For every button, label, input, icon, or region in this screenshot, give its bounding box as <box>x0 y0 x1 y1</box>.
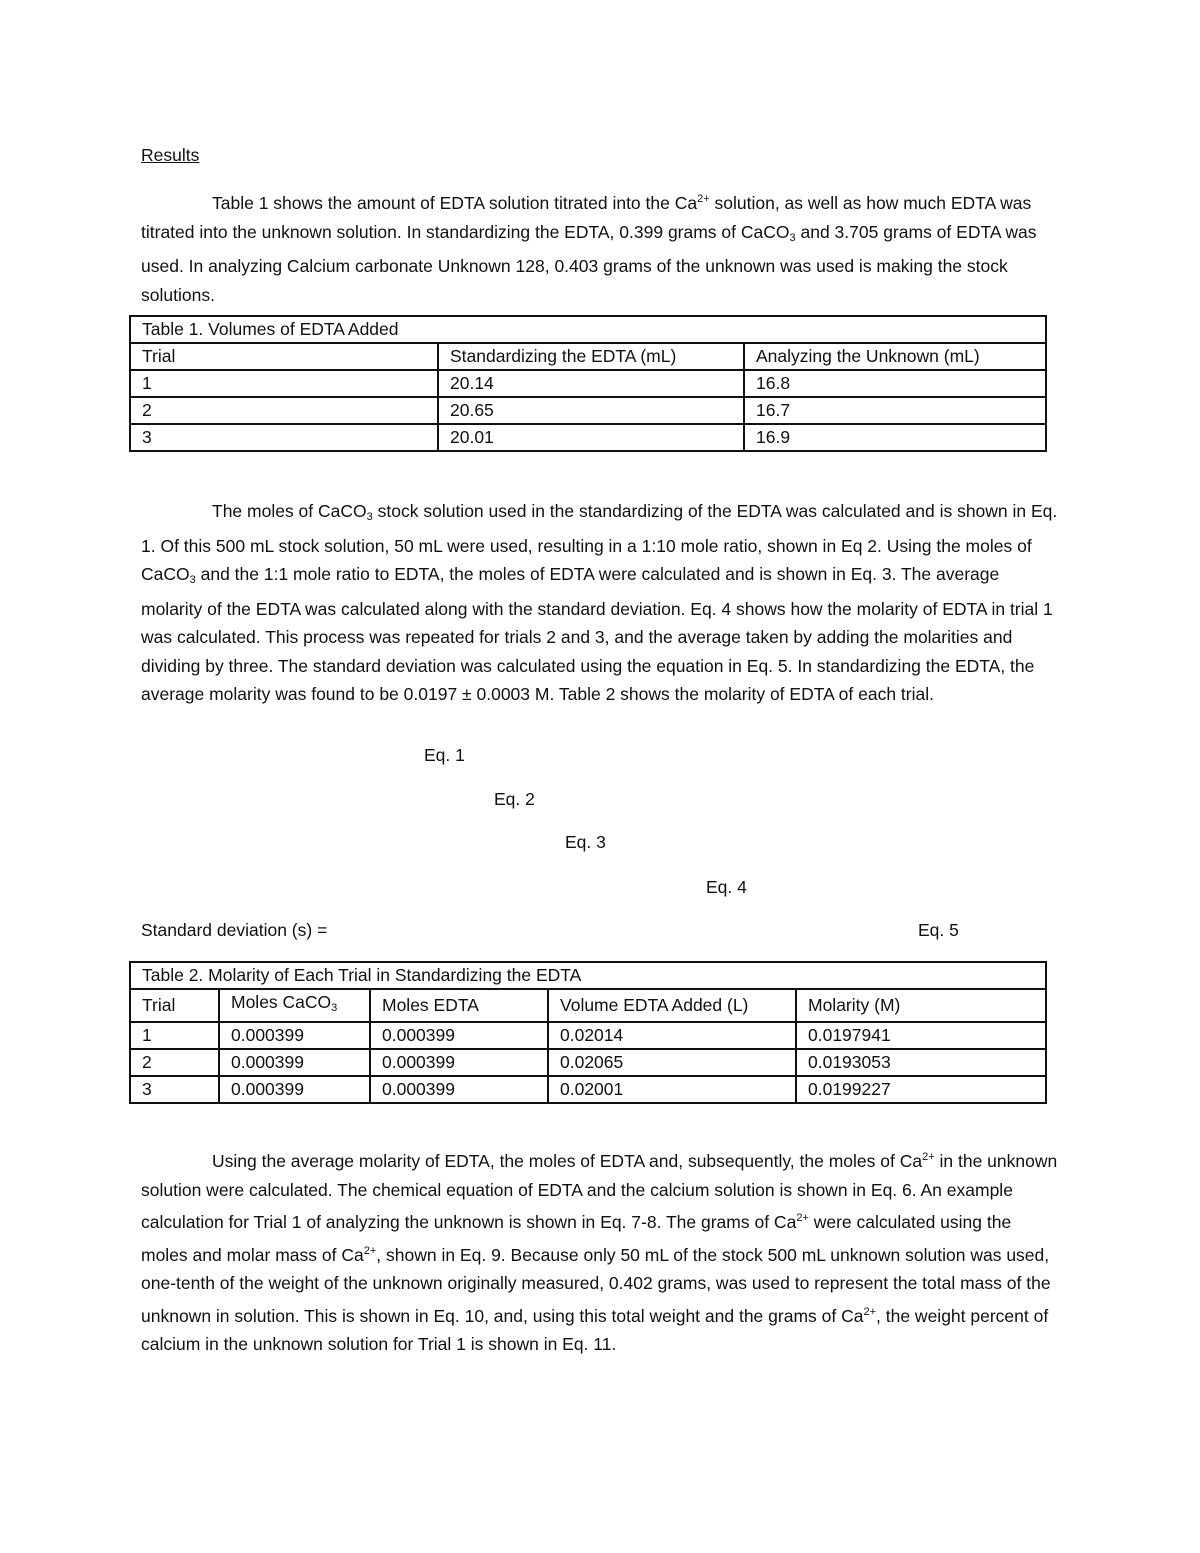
para2-text-1: The moles of CaCO <box>212 501 367 521</box>
table-cell: 0.000399 <box>219 1076 370 1103</box>
intro-paragraph <box>141 185 1061 309</box>
table-cell: 0.0193053 <box>796 1049 1046 1076</box>
table-cell: 20.65 <box>438 397 744 424</box>
para3-text-3: were calculated using the moles and molar mass of Ca <box>141 1212 1012 1265</box>
table-header-cell: Moles EDTA <box>370 989 548 1022</box>
table-title-row <box>130 962 1046 989</box>
table-cell: 0.000399 <box>219 1022 370 1049</box>
intro-text-3: and 3.705 grams of EDTA was used. In analyzing Calcium carbonate Unknown 128, 0.403 grams of the unknown was used is making the stock solutions. <box>141 221 1037 305</box>
table-cell: 16.7 <box>744 397 1046 424</box>
table-1-title: Table 1. Volumes of EDTA Added <box>130 316 1046 343</box>
standardization-paragraph <box>141 497 1061 709</box>
subscript: 3 <box>189 574 196 586</box>
table-row <box>130 1076 1046 1103</box>
table-header-row <box>130 343 1046 370</box>
table-2 <box>129 961 1047 1104</box>
para3-text-5: , the weight percent of calcium in the unknown solution for Trial 1 is shown in Eq. 11. <box>141 1305 1049 1354</box>
equation-2-label: Eq. 2 <box>494 789 535 809</box>
results-heading: Results <box>141 145 200 165</box>
table-cell: 16.9 <box>744 424 1046 451</box>
para3-text-4: , shown in Eq. 9. Because only 50 mL of the stock 500 mL unknown solution was used, one-tenth of the weight of the unknown originally measured, 0.402 grams, was used to represent the total mass of the unknown in solution. This is shown in Eq. 10, and, using this total weight and the grams of Ca <box>141 1244 1051 1326</box>
table-cell: 20.14 <box>438 370 744 397</box>
table-row <box>130 1022 1046 1049</box>
table-header-cell: Standardizing the EDTA (mL) <box>438 343 744 370</box>
table-cell: 0.000399 <box>219 1049 370 1076</box>
superscript: 2+ <box>922 1151 935 1163</box>
table-header-cell: Analyzing the Unknown (mL) <box>744 343 1046 370</box>
superscript: 2+ <box>863 1305 877 1318</box>
table-cell: 0.02001 <box>548 1076 796 1103</box>
table-cell: 1 <box>130 1022 219 1049</box>
equation-5-label: Eq. 5 <box>918 920 959 940</box>
table-header-cell: Trial <box>130 343 438 370</box>
subscript: 3 <box>789 231 796 244</box>
table-cell: 0.0199227 <box>796 1076 1046 1103</box>
intro-text-2: solution, as well as how much EDTA was titrated into the unknown solution. In standardizing the EDTA, 0.399 grams of CaCO <box>141 193 1032 242</box>
para3-text-2: in the unknown solution were calculated. The chemical equation of EDTA and the calcium solution is shown in Eq. 6. An example calculation for Trial 1 of analyzing the unknown is shown in Eq. 7-8. The grams of Ca <box>141 1151 1058 1232</box>
table-title-row <box>130 316 1046 343</box>
table-cell: 0.000399 <box>370 1022 548 1049</box>
table-row <box>130 1049 1046 1076</box>
superscript: 2+ <box>697 193 710 205</box>
table-header-cell: Moles CaCO$_3$ <box>219 989 370 1022</box>
superscript: 2+ <box>363 1244 377 1257</box>
superscript: 2+ <box>796 1212 809 1224</box>
table-cell: 0.0197941 <box>796 1022 1046 1049</box>
para2-text-2: stock solution used in the standardizing of the EDTA was calculated and is shown in Eq. 1. Of this 500 mL stock solution, 50 mL were used, resulting in a 1:10 mole ratio, shown in Eq 2. Using the moles of CaCO <box>141 501 1058 584</box>
para3-text-1: Using the average molarity of EDTA, the moles of EDTA and, subsequently, the moles of Ca <box>212 1151 923 1171</box>
table-2-title: Table 2. Molarity of Each Trial in Standardizing the EDTA <box>130 962 1046 989</box>
table-row <box>130 424 1046 451</box>
para2-text-3: and the 1:1 mole ratio to EDTA, the moles of EDTA were calculated and is shown in Eq. 3. The average molarity of the EDTA was calculated along with the standard deviation. Eq. 4 shows how the molarity of EDTA in trial 1 was calculated. This process was repeated for trials 2 and 3, and the average taken by adding the molarities and dividing by three. The standard deviation was calculated using the equation in Eq. 5. In standardizing the EDTA, the average molarity was found to be 0.0197 ± 0.0003 M. Table 2 shows the molarity of EDTA of each trial. <box>141 564 1053 704</box>
table-1 <box>129 315 1047 452</box>
equation-1-label: Eq. 1 <box>424 745 465 765</box>
unknown-analysis-paragraph <box>141 1143 1061 1359</box>
table-header-cell: Volume EDTA Added (L) <box>548 989 796 1022</box>
table-cell: 20.01 <box>438 424 744 451</box>
table-cell: 3 <box>130 424 438 451</box>
table-row <box>130 370 1046 397</box>
table-header-cell: Molarity (M) <box>796 989 1046 1022</box>
table-cell: 16.8 <box>744 370 1046 397</box>
table-cell: 2 <box>130 1049 219 1076</box>
equation-4-label: Eq. 4 <box>706 877 747 897</box>
table-header-row <box>130 989 1046 1022</box>
table-cell: 3 <box>130 1076 219 1103</box>
equation-3-label: Eq. 3 <box>565 832 606 852</box>
table-cell: 1 <box>130 370 438 397</box>
table-cell: 0.000399 <box>370 1076 548 1103</box>
standard-deviation-label: Standard deviation (s) = <box>141 920 328 940</box>
table-row <box>130 397 1046 424</box>
table-cell: 0.000399 <box>370 1049 548 1076</box>
table-header-cell: Trial <box>130 989 219 1022</box>
table-cell: 0.02014 <box>548 1022 796 1049</box>
table-cell: 2 <box>130 397 438 424</box>
intro-text-1: Table 1 shows the amount of EDTA solution titrated into the Ca <box>212 193 698 213</box>
subscript: 3 <box>366 511 373 523</box>
table-cell: 0.02065 <box>548 1049 796 1076</box>
